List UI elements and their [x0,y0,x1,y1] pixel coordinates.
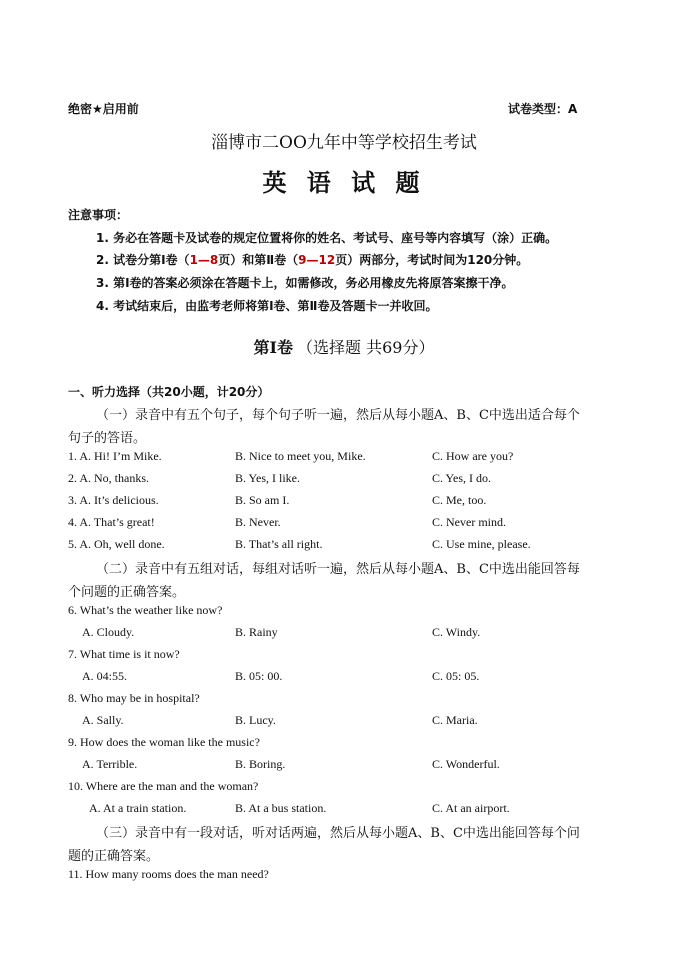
note-item-4: 4. 考试结束后，由监考老师将第Ⅰ卷、第Ⅱ卷及答题卡一并收回。 [96,299,438,313]
q6-option-b: B. Rainy [235,625,278,639]
confidential-label: 绝密★启用前 [68,102,139,116]
exam-title: 淄博市二OO九年中等学校招生考试 [211,133,477,153]
note-item-1: 1. 务必在答题卡及试卷的规定位置将你的姓名、考试号、座号等内容填写（涂）正确。 [96,231,558,245]
part-2-instruction-cont: 个问题的正确答案。 [68,585,186,600]
q8-question: 8. Who may be in hospital? [68,691,200,705]
q10-option-b: B. At a bus station. [235,801,327,815]
notes-heading: 注意事项： [68,208,129,222]
q8-option-b: B. Lucy. [235,713,276,727]
q9-option-a: A. Terrible. [82,757,138,771]
volume-heading: 第Ⅰ卷 （选择题 共69分） [253,338,435,357]
q5-option-c: C. Use mine, please. [432,537,531,551]
note-item-3: 3. 第Ⅰ卷的答案必须涂在答题卡上，如需修改，务必用橡皮先将原答案擦干净。 [96,276,514,290]
q10-question: 10. Where are the man and the woman? [68,779,259,793]
q10-option-a: A. At a train station. [89,801,187,815]
note-item-2: 2. 试卷分第Ⅰ卷（1—8页）和第Ⅱ卷（9—12页）两部分，考试时间为120分钟。 [96,253,529,267]
q7-option-c: C. 05: 05. [432,669,480,683]
part-2-instruction: （二）录音中有五组对话，每组对话听一遍，然后从每小题A、B、C中选出能回答每 [96,562,580,577]
q6-question: 6. What’s the weather like now? [68,603,223,617]
part-3-instruction-cont: 题的正确答案。 [68,849,160,864]
q2-option-b: B. Yes, I like. [235,471,301,485]
section-1-title: 一、听力选择（共20小题，计20分） [68,385,270,399]
q1-option-c: C. How are you? [432,449,514,463]
q5-option-b: B. That’s all right. [235,537,323,551]
q5-option-a: 5. A. Oh, well done. [68,537,165,551]
part-1-instruction-cont: 句子的答语。 [68,431,147,446]
q4-option-a: 4. A. That’s great! [68,515,155,529]
q11-question: 11. How many rooms does the man need? [68,867,269,881]
q9-option-b: B. Boring. [235,757,286,771]
part-1-instruction: （一）录音中有五个句子，每个句子听一遍，然后从每小题A、B、C中选出适合每个 [96,408,580,423]
part-3-instruction: （三）录音中有一段对话，听对话两遍，然后从每小题A、B、C中选出能回答每个问 [96,826,580,841]
q6-option-c: C. Windy. [432,625,481,639]
subject-title: 英 语 试 题 [262,168,426,197]
q9-option-c: C. Wonderful. [432,757,500,771]
q3-option-b: B. So am I. [235,493,290,507]
q7-question: 7. What time is it now? [68,647,180,661]
q3-option-a: 3. A. It’s delicious. [68,493,159,507]
q10-option-c: C. At an airport. [432,801,510,815]
q4-option-c: C. Never mind. [432,515,506,529]
q7-option-b: B. 05: 00. [235,669,283,683]
q4-option-b: B. Never. [235,515,281,529]
q2-option-c: C. Yes, I do. [432,471,492,485]
q3-option-c: C. Me, too. [432,493,487,507]
q1-option-b: B. Nice to meet you, Mike. [235,449,366,463]
q6-option-a: A. Cloudy. [82,625,135,639]
q9-question: 9. How does the woman like the music? [68,735,260,749]
q2-option-a: 2. A. No, thanks. [68,471,149,485]
q8-option-a: A. Sally. [82,713,124,727]
q8-option-c: C. Maria. [432,713,478,727]
paper-type-label: 试卷类型：A [508,102,578,116]
q1-option-a: 1. A. Hi! I’m Mike. [68,449,162,463]
q7-option-a: A. 04:55. [82,669,127,683]
